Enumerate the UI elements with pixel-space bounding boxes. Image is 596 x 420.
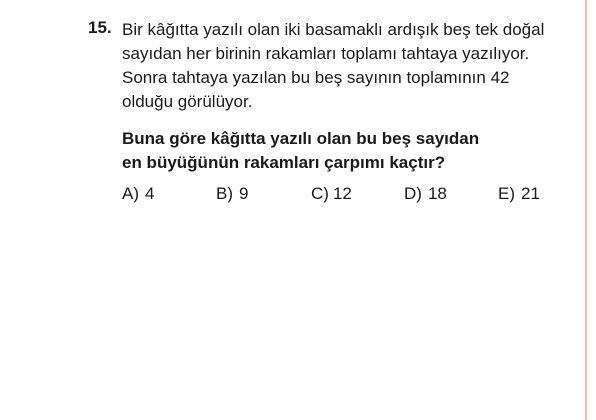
choice-e[interactable] xyxy=(498,184,540,204)
question-prompt xyxy=(122,127,572,175)
choice-value: 21 xyxy=(521,184,540,203)
prompt-line: en büyüğünün rakamları çarpımı kaçtır? xyxy=(122,153,446,172)
choice-value: 18 xyxy=(427,184,447,203)
stem-line: sayıdan her birinin rakamları toplamı tahtaya yazılıyor. xyxy=(122,44,530,63)
page-margin-rule xyxy=(585,0,587,420)
choice-a[interactable] xyxy=(122,184,154,204)
choice-label: A) xyxy=(122,184,139,203)
choice-value: 12 xyxy=(332,184,352,203)
choice-d[interactable] xyxy=(404,184,447,204)
choice-label: E) xyxy=(498,184,515,203)
choice-c[interactable] xyxy=(311,184,352,204)
question-number: 15. xyxy=(88,18,112,37)
stem-line: olduğu görülüyor. xyxy=(122,92,253,111)
prompt-line: Buna göre kâğıtta yazılı olan bu beş sayıdan xyxy=(122,129,480,148)
choice-label: D) xyxy=(404,184,422,203)
choice-b[interactable] xyxy=(216,184,248,204)
choice-label: B) xyxy=(216,184,233,203)
stem-line: Sonra tahtaya yazılan bu beş sayının toplamının 42 xyxy=(122,68,510,87)
stem-line: Bir kâğıtta yazılı olan iki basamaklı ardışık beş tek doğal xyxy=(122,20,545,39)
choice-label: C) xyxy=(311,184,329,203)
answer-choices xyxy=(0,184,596,208)
choice-value: 4 xyxy=(145,184,155,203)
choice-value: 9 xyxy=(239,184,249,203)
question-stem xyxy=(122,18,572,114)
